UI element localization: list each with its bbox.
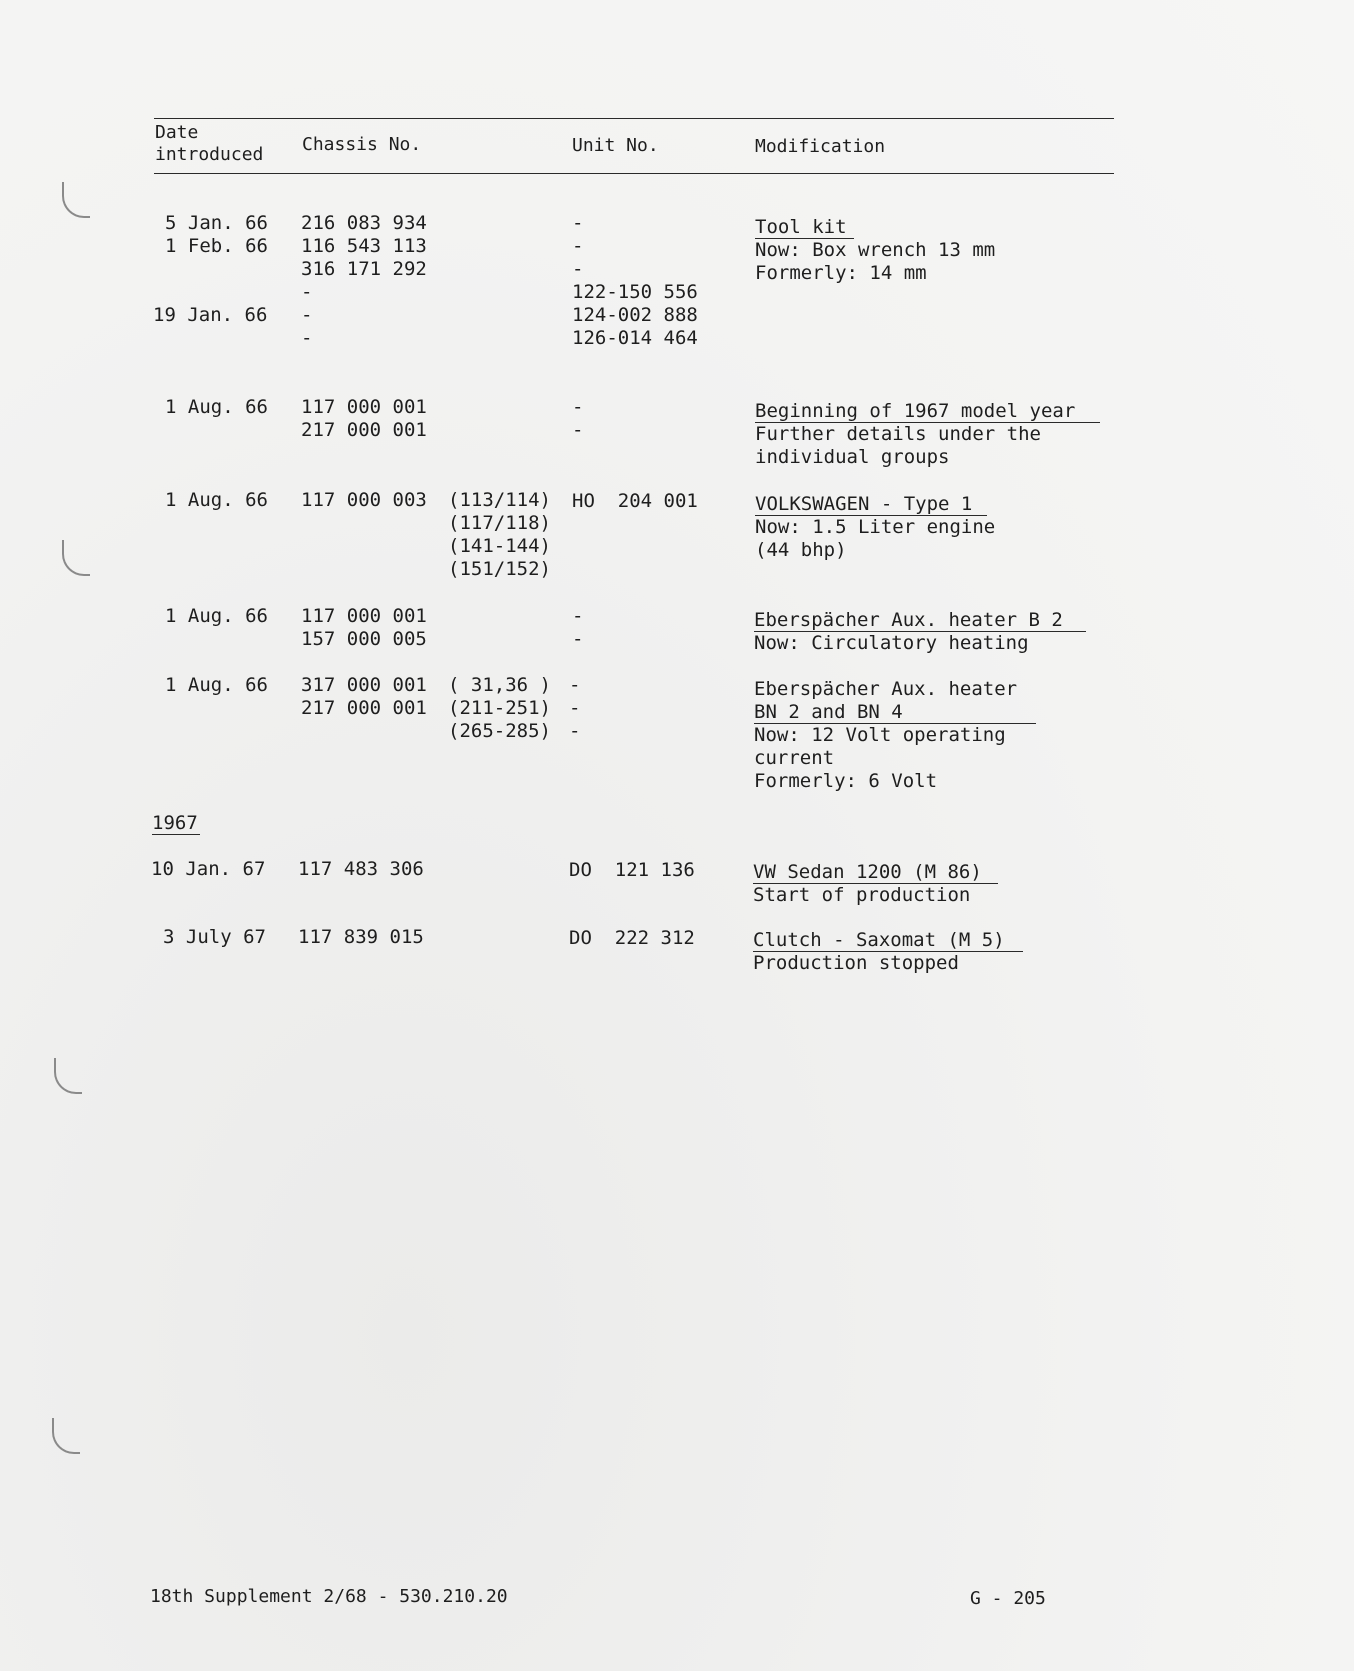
unit-cell: DO 121 136 (569, 859, 695, 881)
unit-cell: - (572, 628, 584, 650)
chassis-cell: - (301, 327, 313, 349)
date-cell: 1 Aug. 66 (165, 605, 268, 627)
modification-line: Production stopped (753, 952, 959, 974)
chassis-cell: 117 839 015 (298, 926, 424, 948)
modification-title: VOLKSWAGEN - Type 1 (755, 493, 973, 515)
unit-cell: 122-150 556 (572, 281, 698, 303)
column-header-date-line2: introduced (155, 144, 264, 165)
type-cell: ( 31,36 ) (448, 674, 551, 696)
punch-hole-mark (62, 182, 90, 218)
chassis-cell: 116 543 113 (301, 235, 427, 257)
punch-hole-mark (54, 1058, 82, 1094)
header-top-rule (154, 118, 1114, 119)
type-cell: (113/114) (448, 489, 551, 511)
type-cell: (117/118) (448, 512, 551, 534)
date-cell: 1 Aug. 66 (165, 674, 268, 696)
chassis-cell: 117 000 003 (301, 489, 427, 511)
modification-line: Now: 12 Volt operating (754, 724, 1006, 746)
chassis-cell: - (301, 304, 313, 326)
chassis-cell: 157 000 005 (301, 628, 427, 650)
modification-line: Now: Box wrench 13 mm (755, 239, 996, 261)
modification-line: Now: Circulatory heating (754, 632, 1029, 654)
modification-line: Start of production (753, 884, 971, 906)
date-cell: 1 Aug. 66 (165, 396, 268, 418)
column-header-date (155, 122, 263, 166)
chassis-cell: 117 000 001 (301, 396, 427, 418)
modification-title: Clutch - Saxomat (M 5) (753, 929, 1005, 951)
chassis-cell: 217 000 001 (301, 419, 427, 441)
modification-line: Formerly: 6 Volt (754, 770, 938, 792)
modification-line: current (754, 747, 835, 769)
unit-cell: 126-014 464 (572, 327, 698, 349)
unit-cell: HO 204 001 (572, 490, 698, 512)
unit-cell: - (569, 674, 581, 696)
chassis-cell: 216 083 934 (301, 212, 427, 234)
date-cell: 5 Jan. 66 (165, 212, 268, 234)
unit-cell: - (572, 396, 584, 418)
unit-cell: DO 222 312 (569, 927, 695, 949)
date-cell: 1 Feb. 66 (165, 235, 268, 257)
modification-title: VW Sedan 1200 (M 86) (753, 861, 982, 883)
unit-cell: - (569, 720, 581, 742)
chassis-cell: 117 000 001 (301, 605, 427, 627)
year-heading: 1967 (152, 812, 198, 834)
modification-title: BN 2 and BN 4 (754, 701, 903, 723)
modification-line: (44 bhp) (755, 539, 847, 561)
date-cell: 1 Aug. 66 (165, 489, 268, 511)
column-header-unit: Unit No. (572, 135, 659, 156)
year-heading-underline (152, 834, 200, 835)
type-cell: (151/152) (448, 558, 551, 580)
chassis-cell: 117 483 306 (298, 858, 424, 880)
unit-cell: 124-002 888 (572, 304, 698, 326)
modification-title: Tool kit (755, 216, 847, 238)
modification-line: Further details under the (755, 423, 1041, 445)
column-header-modification: Modification (755, 136, 886, 157)
punch-hole-mark (62, 540, 90, 576)
modification-line: individual groups (755, 446, 950, 468)
column-header-chassis: Chassis No. (302, 134, 422, 155)
chassis-cell: 217 000 001 (301, 697, 427, 719)
footer-page-number: G - 205 (970, 1588, 1046, 1609)
modification-title: Eberspächer Aux. heater (754, 678, 1018, 700)
chassis-cell: 316 171 292 (301, 258, 427, 280)
unit-cell: - (572, 258, 584, 280)
chassis-cell: - (301, 281, 313, 303)
unit-cell: - (572, 235, 584, 257)
modification-title: Eberspächer Aux. heater B 2 (754, 609, 1063, 631)
column-header-date-line1: Date (155, 122, 199, 143)
chassis-cell: 317 000 001 (301, 674, 427, 696)
modification-title: Beginning of 1967 model year (755, 400, 1076, 422)
modification-line: Now: 1.5 Liter engine (755, 516, 996, 538)
type-cell: (265-285) (448, 720, 551, 742)
date-cell: 19 Jan. 66 (153, 304, 268, 326)
unit-cell: - (572, 212, 584, 234)
punch-hole-mark (52, 1418, 80, 1454)
type-cell: (141-144) (448, 535, 551, 557)
header-bottom-rule (154, 173, 1114, 174)
footer-supplement: 18th Supplement 2/68 - 530.210.20 (150, 1586, 508, 1607)
type-cell: (211-251) (448, 697, 551, 719)
unit-cell: - (569, 697, 581, 719)
unit-cell: - (572, 605, 584, 627)
date-cell: 3 July 67 (163, 926, 266, 948)
date-cell: 10 Jan. 67 (151, 858, 266, 880)
modification-line: Formerly: 14 mm (755, 262, 927, 284)
unit-cell: - (572, 419, 584, 441)
